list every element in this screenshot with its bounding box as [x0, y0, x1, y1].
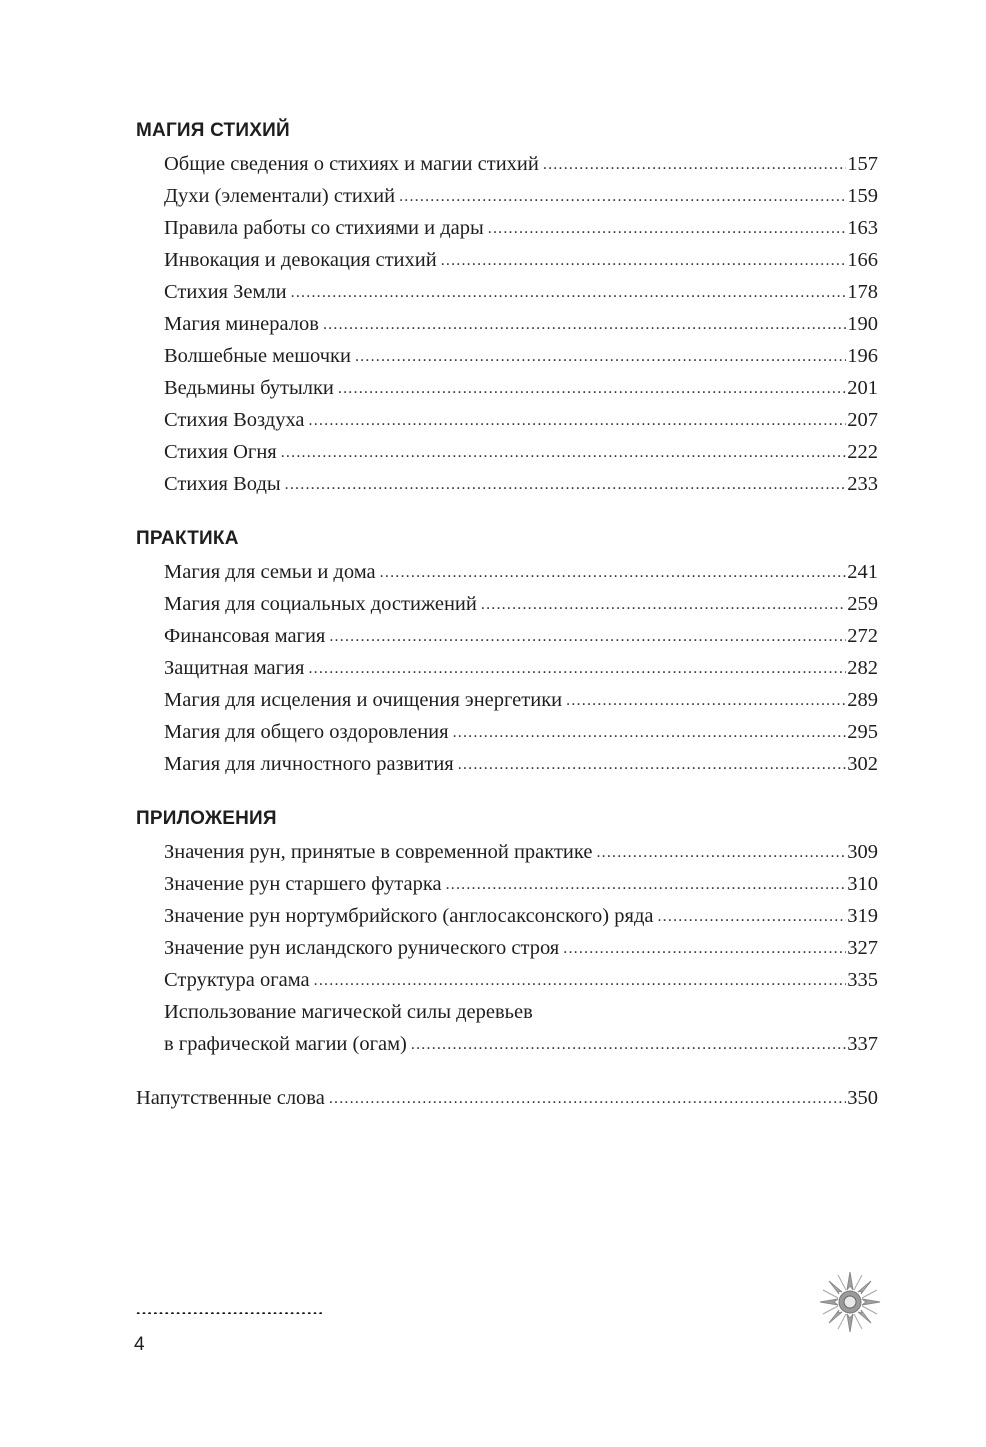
entry-page: 241	[847, 561, 878, 583]
toc-entry-closing[interactable]	[136, 1082, 878, 1114]
entry-title: Магия для социальных достижений	[164, 593, 477, 615]
toc-entry[interactable]	[136, 148, 878, 180]
dot-leader	[314, 965, 847, 997]
entry-page: 310	[847, 873, 878, 895]
dot-leader	[411, 1029, 846, 1061]
dot-leader	[596, 837, 846, 869]
entry-title: Волшебные мешочки	[164, 345, 351, 367]
entry-page: 335	[847, 969, 878, 991]
entry-page: 157	[847, 153, 878, 175]
entry-page: 233	[847, 473, 878, 495]
entry-title: Стихия Воздуха	[164, 409, 305, 431]
entry-page: 201	[847, 377, 878, 399]
entry-page: 259	[847, 593, 878, 615]
section-entries	[136, 148, 878, 500]
toc-entry[interactable]	[136, 964, 878, 996]
dot-leader	[566, 685, 846, 717]
section-entries	[136, 556, 878, 780]
entry-page: 222	[847, 441, 878, 463]
entry-title: Духи (элементали) стихий	[164, 185, 396, 207]
entry-page: 163	[847, 217, 878, 239]
section-heading: ПРАКТИКА	[136, 528, 239, 549]
entry-title: Стихия Воды	[164, 473, 281, 495]
toc-entry[interactable]	[136, 836, 878, 868]
entry-page: 282	[847, 657, 878, 679]
entry-title: Значение рун старшего футарка	[164, 873, 442, 895]
entry-page: 190	[847, 313, 878, 335]
toc-entry[interactable]	[136, 468, 878, 500]
entry-page: 350	[847, 1087, 878, 1109]
entry-title: Магия минералов	[164, 313, 319, 335]
entry-title: Финансовая магия	[164, 625, 326, 647]
entry-page: 302	[847, 753, 878, 775]
entry-title-line1: Использование магической силы деревьев	[164, 1001, 533, 1023]
toc-entry[interactable]	[136, 748, 878, 780]
dot-leader	[329, 1083, 846, 1115]
footer-dotted-rule	[136, 1304, 322, 1314]
toc-entry[interactable]	[136, 308, 878, 340]
entry-page: 196	[847, 345, 878, 367]
toc-entry[interactable]	[136, 900, 878, 932]
entry-page: 159	[847, 185, 878, 207]
entry-title: Напутственные слова	[136, 1087, 325, 1109]
entry-title-line2: в графической магии (огам)	[164, 1033, 407, 1055]
toc-entry[interactable]	[136, 276, 878, 308]
entry-title: Магия для семьи и дома	[164, 561, 376, 583]
dot-leader	[399, 181, 846, 213]
entry-page: 327	[847, 937, 878, 959]
entry-title: Правила работы со стихиями и дары	[164, 217, 484, 239]
toc-entry-continuation	[164, 1028, 878, 1060]
dot-leader	[488, 213, 847, 245]
dot-leader	[657, 901, 846, 933]
table-of-contents	[136, 114, 878, 1114]
entry-title: Стихия Огня	[164, 441, 277, 463]
toc-entry[interactable]	[136, 212, 878, 244]
entry-title: Магия для общего оздоровления	[164, 721, 449, 743]
dot-leader	[281, 437, 847, 469]
page-number: 4	[134, 1334, 145, 1355]
entry-page: 337	[847, 1033, 878, 1055]
dot-leader	[441, 245, 847, 277]
toc-entry[interactable]	[136, 620, 878, 652]
dot-leader	[308, 653, 846, 685]
dot-leader	[309, 405, 847, 437]
entry-title: Значения рун, принятые в современной практике	[164, 841, 593, 863]
entry-page: 289	[847, 689, 878, 711]
toc-entry[interactable]	[136, 180, 878, 212]
toc-entry[interactable]	[136, 652, 878, 684]
entry-title: Магия для личностного развития	[164, 753, 454, 775]
dot-leader	[446, 869, 847, 901]
entry-page: 272	[847, 625, 878, 647]
dot-leader	[338, 373, 846, 405]
toc-entry[interactable]	[136, 716, 878, 748]
toc-entry[interactable]	[136, 932, 878, 964]
section-entries	[136, 836, 878, 1060]
entry-title: Структура огама	[164, 969, 310, 991]
dot-leader	[543, 149, 846, 181]
dot-leader	[291, 277, 847, 309]
dot-leader	[481, 589, 846, 621]
entry-title: Защитная магия	[164, 657, 305, 679]
entry-title: Ведьмины бутылки	[164, 377, 334, 399]
dot-leader	[458, 749, 847, 781]
dot-leader	[380, 557, 847, 589]
entry-page: 319	[847, 905, 878, 927]
toc-entry[interactable]	[136, 588, 878, 620]
entry-page: 295	[847, 721, 878, 743]
dot-leader	[453, 717, 847, 749]
section-heading: ПРИЛОЖЕНИЯ	[136, 808, 277, 829]
dot-leader	[329, 621, 846, 653]
toc-entry[interactable]	[136, 340, 878, 372]
section-heading: МАГИЯ СТИХИЙ	[136, 120, 290, 141]
toc-entry[interactable]	[136, 244, 878, 276]
entry-title: Значение рун исландского рунического строя	[164, 937, 560, 959]
toc-entry-multiline[interactable]	[136, 996, 878, 1060]
dot-leader	[355, 341, 846, 373]
toc-entry[interactable]	[136, 436, 878, 468]
toc-entry[interactable]	[136, 868, 878, 900]
dot-leader	[563, 933, 846, 965]
entry-title: Общие сведения о стихиях и магии стихий	[164, 153, 539, 175]
entry-page: 207	[847, 409, 878, 431]
entry-page: 309	[847, 841, 878, 863]
entry-title: Инвокация и девокация стихий	[164, 249, 437, 271]
dot-leader	[323, 309, 846, 341]
toc-entry[interactable]	[136, 404, 878, 436]
toc-entry[interactable]	[136, 556, 878, 588]
dot-leader	[285, 469, 847, 501]
entry-page: 166	[847, 249, 878, 271]
entry-title: Магия для исцеления и очищения энергетики	[164, 689, 563, 711]
toc-entry[interactable]	[136, 372, 878, 404]
entry-page: 178	[847, 281, 878, 303]
entry-title: Стихия Земли	[164, 281, 287, 303]
toc-entry[interactable]	[136, 684, 878, 716]
entry-title: Значение рун нортумбрийского (англосаксонского) ряда	[164, 905, 654, 927]
sun-star-ornament-icon	[818, 1270, 882, 1334]
